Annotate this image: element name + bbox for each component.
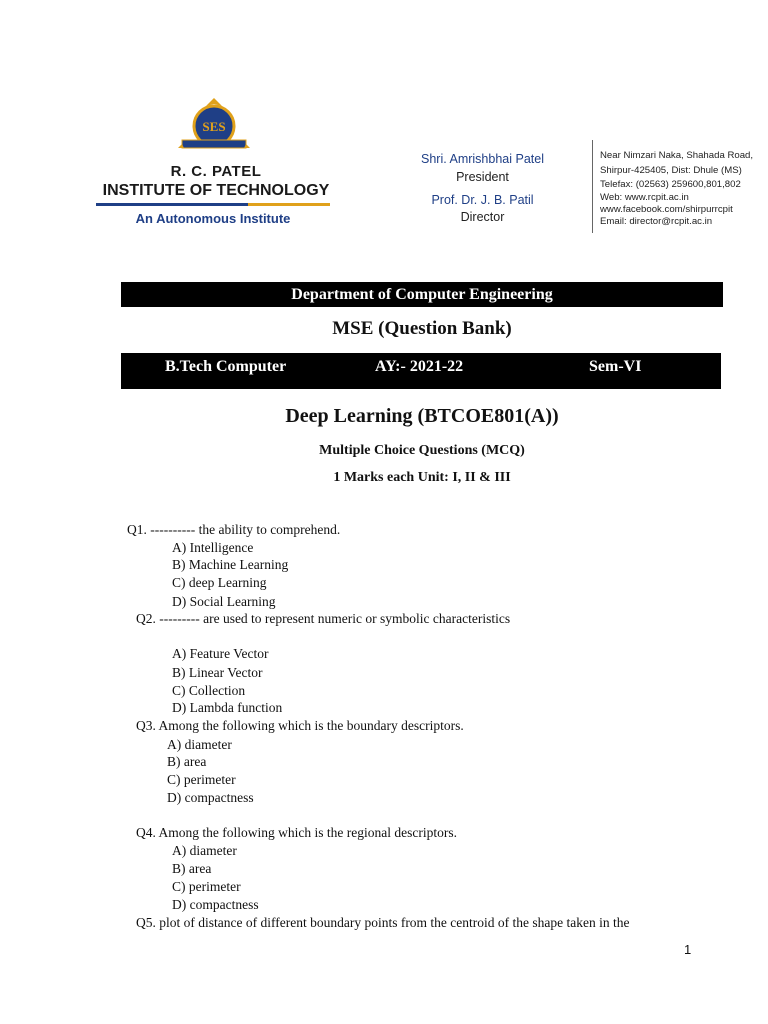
question-4-option-d: D) compactness bbox=[172, 897, 259, 912]
academic-year: AY:- 2021-22 bbox=[375, 358, 464, 375]
course-title: Deep Learning (BTCOE801(A)) bbox=[285, 405, 559, 427]
question-5: Q5. plot of distance of different boundary points from the centroid of the shape taken in the bbox=[136, 915, 630, 930]
director-name: Prof. Dr. J. B. Patil bbox=[431, 193, 534, 207]
institute-divider bbox=[96, 203, 330, 206]
address-divider bbox=[592, 140, 593, 233]
document-title: MSE (Question Bank) bbox=[332, 318, 512, 339]
website-link[interactable]: Web: www.rcpit.ac.in bbox=[600, 192, 689, 203]
email-link[interactable]: Email: director@rcpit.ac.in bbox=[600, 216, 713, 227]
department-bar bbox=[121, 282, 723, 307]
question-4-option-a: A) diameter bbox=[172, 843, 237, 858]
question-4-option-b: B) area bbox=[172, 861, 212, 876]
question-1-option-b: B) Machine Learning bbox=[172, 557, 289, 572]
facebook-link[interactable]: www.facebook.com/shirpurrcpit bbox=[600, 204, 733, 215]
question-4-option-c: C) perimeter bbox=[172, 879, 241, 894]
question-2-option-b: B) Linear Vector bbox=[172, 665, 263, 680]
marks-units: 1 Marks each Unit: I, II & III bbox=[333, 470, 511, 485]
question-3: Q3. Among the following which is the boundary descriptors. bbox=[136, 718, 464, 733]
department-title: Department of Computer Engineering bbox=[291, 286, 553, 303]
question-2-option-d: D) Lambda function bbox=[172, 700, 283, 715]
logo-text: SES bbox=[202, 119, 226, 134]
program-name: B.Tech Computer bbox=[165, 358, 287, 375]
question-1-option-a: A) Intelligence bbox=[172, 540, 254, 555]
address-line: Shirpur-425405, Dist: Dhule (MS) bbox=[600, 165, 742, 176]
question-4: Q4. Among the following which is the regional descriptors. bbox=[136, 825, 457, 840]
semester: Sem-VI bbox=[589, 358, 642, 375]
question-1: Q1. ---------- the ability to comprehend. bbox=[127, 522, 341, 537]
question-3-option-b: B) area bbox=[167, 754, 207, 769]
president-role: President bbox=[456, 170, 509, 184]
institute-name-line1: R. C. PATEL bbox=[170, 163, 262, 180]
page-number: 1 bbox=[684, 942, 692, 957]
director-role: Director bbox=[460, 210, 505, 224]
question-1-option-d: D) Social Learning bbox=[172, 594, 276, 609]
president-name: Shri. Amrishbhai Patel bbox=[421, 152, 544, 166]
question-3-option-d: D) compactness bbox=[167, 790, 254, 805]
ses-logo bbox=[178, 96, 250, 156]
address-line: Near Nimzari Naka, Shahada Road, bbox=[600, 150, 754, 161]
institute-name-line2: INSTITUTE OF TECHNOLOGY bbox=[102, 182, 330, 199]
question-3-option-a: A) diameter bbox=[167, 737, 232, 752]
program-bar bbox=[121, 353, 721, 389]
question-2: Q2. --------- are used to represent numeric or symbolic characteristics bbox=[136, 611, 511, 626]
question-2-option-c: C) Collection bbox=[172, 683, 246, 698]
mcq-heading: Multiple Choice Questions (MCQ) bbox=[319, 443, 525, 458]
institute-tagline: An Autonomous Institute bbox=[135, 211, 291, 226]
address-line: Telefax: (02563) 259600,801,802 bbox=[600, 179, 741, 190]
question-1-option-c: C) deep Learning bbox=[172, 575, 267, 590]
question-3-option-c: C) perimeter bbox=[167, 772, 236, 787]
question-2-option-a: A) Feature Vector bbox=[172, 646, 269, 661]
